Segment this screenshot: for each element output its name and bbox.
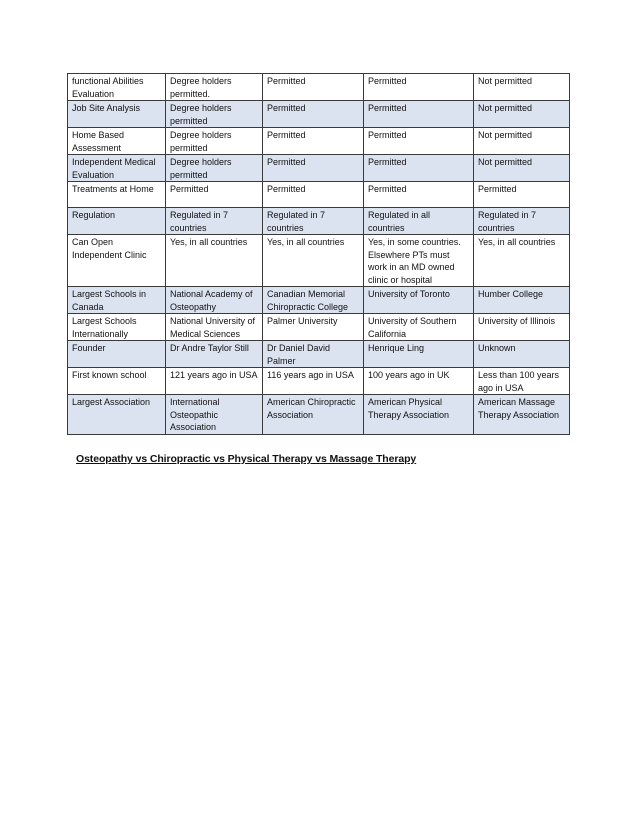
table-cell: Dr Daniel David Palmer <box>263 341 364 368</box>
table-cell: Regulated in all countries <box>364 208 474 235</box>
comparison-table-body <box>68 74 570 435</box>
table-cell: Dr Andre Taylor Still <box>166 341 263 368</box>
table-cell: Regulated in 7 countries <box>474 208 570 235</box>
row-label-cell: Home Based Assessment <box>68 128 166 155</box>
table-cell: University of Illinois <box>474 314 570 341</box>
table-cell: American Chiropractic Association <box>263 395 364 435</box>
table-cell: Permitted <box>364 155 474 182</box>
table-cell: Permitted <box>364 128 474 155</box>
row-label-cell: Regulation <box>68 208 166 235</box>
table-row <box>68 235 570 287</box>
table-cell: Permitted <box>263 155 364 182</box>
table-cell: American Physical Therapy Association <box>364 395 474 435</box>
table-cell: 121 years ago in USA <box>166 368 263 395</box>
table-cell: 100 years ago in UK <box>364 368 474 395</box>
table-cell: Unknown <box>474 341 570 368</box>
section-heading: Osteopathy vs Chiropractic vs Physical Therapy vs Massage Therapy <box>76 453 417 465</box>
row-label-cell: Independent Medical Evaluation <box>68 155 166 182</box>
row-label-cell: First known school <box>68 368 166 395</box>
table-cell: Permitted <box>364 101 474 128</box>
table-cell: Canadian Memorial Chiropractic College <box>263 287 364 314</box>
table-cell: Henrique Ling <box>364 341 474 368</box>
table-row <box>68 208 570 235</box>
table-cell: International Osteopathic Association <box>166 395 263 435</box>
table-row <box>68 74 570 101</box>
row-label-cell: Largest Schools in Canada <box>68 287 166 314</box>
table-cell: Yes, in all countries <box>474 235 570 287</box>
table-cell: Yes, in some countries. Elsewhere PTs must work in an MD owned clinic or hospital <box>364 235 474 287</box>
table-cell: Regulated in 7 countries <box>166 208 263 235</box>
table-cell: 116 years ago in USA <box>263 368 364 395</box>
table-cell: Degree holders permitted <box>166 128 263 155</box>
table-cell: Degree holders permitted <box>166 101 263 128</box>
row-label-cell: Largest Schools Internationally <box>68 314 166 341</box>
table-cell: Regulated in 7 countries <box>263 208 364 235</box>
table-cell: Degree holders permitted <box>166 155 263 182</box>
table-cell: Not permitted <box>474 74 570 101</box>
table-cell: Less than 100 years ago in USA <box>474 368 570 395</box>
table-cell: Yes, in all countries <box>263 235 364 287</box>
table-row <box>68 182 570 208</box>
table-row <box>68 101 570 128</box>
table-cell: University of Toronto <box>364 287 474 314</box>
table-cell: Permitted <box>263 74 364 101</box>
table-cell: Palmer University <box>263 314 364 341</box>
table-cell: Degree holders permitted. <box>166 74 263 101</box>
table-cell: Not permitted <box>474 155 570 182</box>
table-cell: Permitted <box>166 182 263 208</box>
table-row <box>68 155 570 182</box>
table-cell: American Massage Therapy Association <box>474 395 570 435</box>
table-cell: University of Southern California <box>364 314 474 341</box>
comparison-table <box>67 73 570 435</box>
table-row <box>68 368 570 395</box>
table-cell: National Academy of Osteopathy <box>166 287 263 314</box>
table-cell: Permitted <box>263 101 364 128</box>
table-cell: National University of Medical Sciences <box>166 314 263 341</box>
row-label-cell: Job Site Analysis <box>68 101 166 128</box>
table-row <box>68 341 570 368</box>
table-row <box>68 314 570 341</box>
table-cell: Not permitted <box>474 128 570 155</box>
table-cell: Humber College <box>474 287 570 314</box>
table-row <box>68 128 570 155</box>
table-cell: Permitted <box>364 182 474 208</box>
table-cell: Yes, in all countries <box>166 235 263 287</box>
table-cell: Permitted <box>474 182 570 208</box>
table-row <box>68 395 570 435</box>
row-label-cell: Founder <box>68 341 166 368</box>
table-cell: Permitted <box>364 74 474 101</box>
row-label-cell: functional Abilities Evaluation <box>68 74 166 101</box>
row-label-cell: Treatments at Home <box>68 182 166 208</box>
row-label-cell: Largest Association <box>68 395 166 435</box>
table-cell: Permitted <box>263 182 364 208</box>
table-cell: Not permitted <box>474 101 570 128</box>
table-cell: Permitted <box>263 128 364 155</box>
table-row <box>68 287 570 314</box>
row-label-cell: Can Open Independent Clinic <box>68 235 166 287</box>
